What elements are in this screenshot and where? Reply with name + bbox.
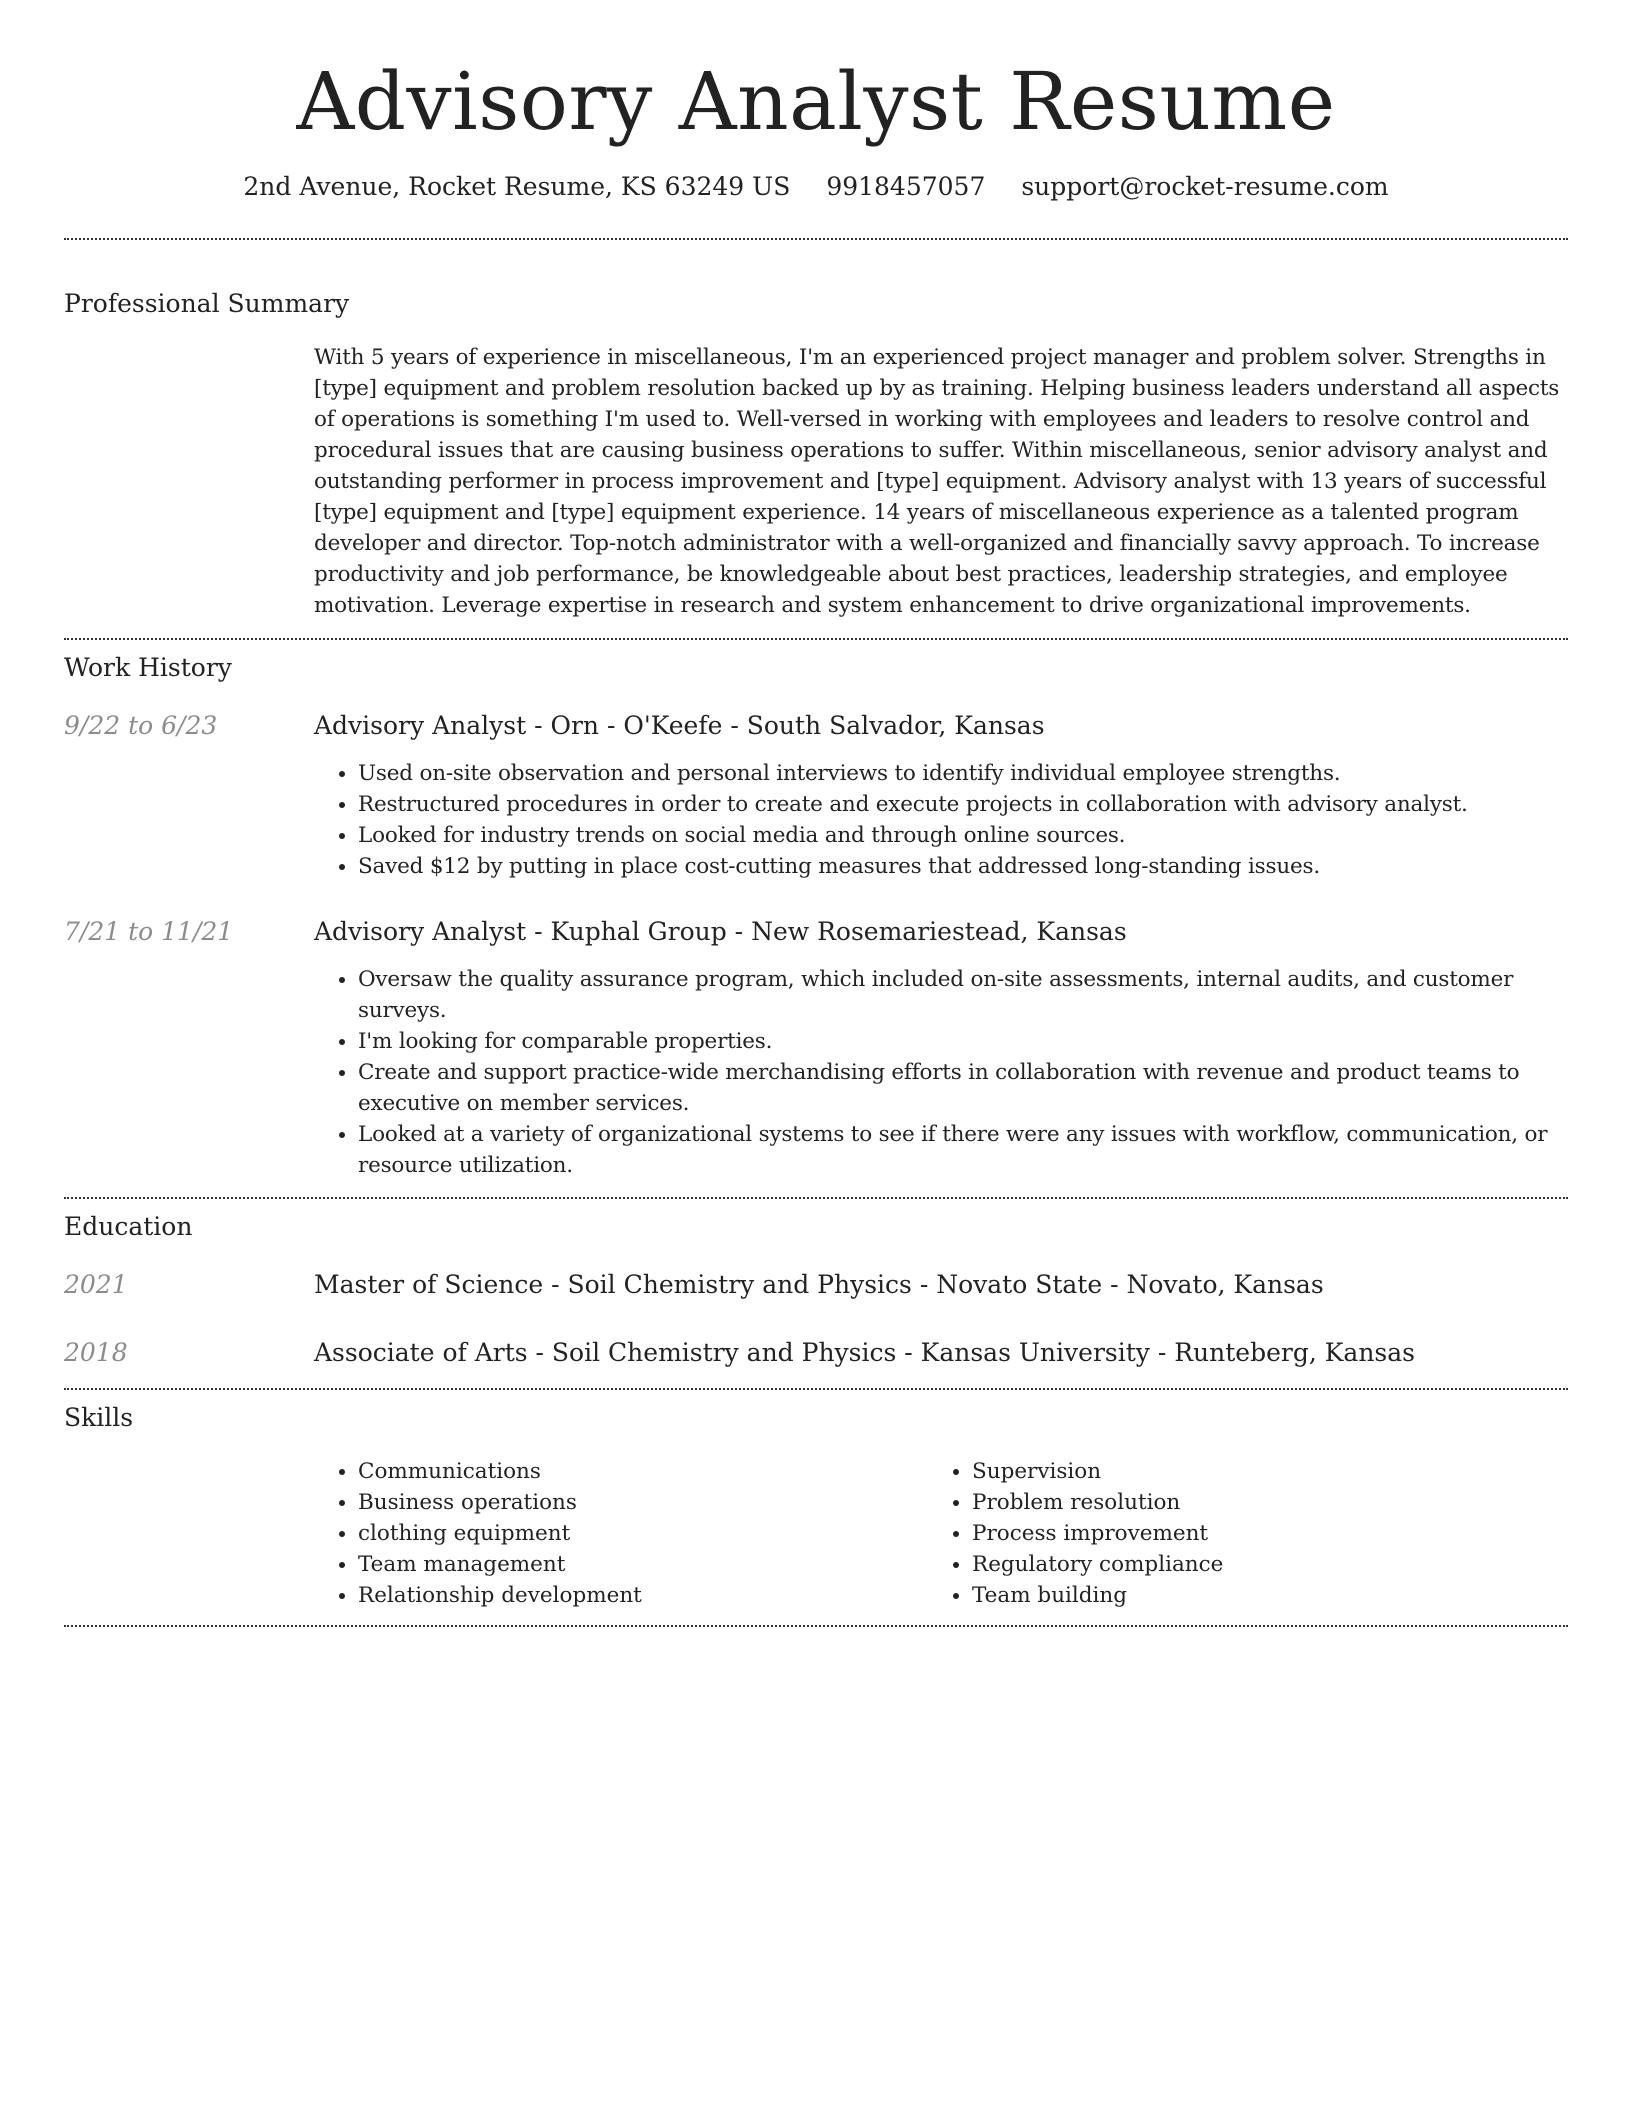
job-bullets [314,964,1568,1181]
work-heading: Work History [64,653,232,682]
education-year: 2021 [64,1270,128,1299]
list-item: • Saved $12 by putting in place cost-cutting measures that addressed long-standing issues. [358,851,1568,882]
contact-address: 2nd Avenue, Rocket Resume, KS 63249 US [243,172,791,201]
education-entry [64,1269,1568,1301]
skill-item: • Process improvement [972,1518,1542,1549]
job-bullets [314,758,1568,882]
education-section [64,1199,1568,1369]
list-item: • Create and support practice-wide merchandising efforts in collaboration with revenue and product teams to executive on member services. [358,1057,1568,1119]
summary-heading: Professional Summary [64,289,350,318]
skills-section [64,1390,1568,1611]
contact-line [64,170,1568,204]
list-item: • I'm looking for comparable properties. [358,1026,1568,1057]
skill-item: • Communications [358,1456,928,1487]
education-heading: Education [64,1212,193,1241]
education-year: 2018 [64,1338,128,1367]
skills-list-right [928,1456,1542,1611]
education-entry [64,1337,1568,1369]
contact-phone: 9918457057 [826,172,986,201]
list-item: • Looked for industry trends on social media and through online sources. [358,820,1568,851]
job-dates: 7/21 to 11/21 [64,917,234,946]
job-entry [64,710,1568,882]
list-item: • Oversaw the quality assurance program, which included on-site assessments, internal audits, and customer surveys. [358,964,1568,1026]
skill-item: • clothing equipment [358,1518,928,1549]
skills-grid [314,1456,1568,1611]
job-entry [64,916,1568,1181]
job-dates: 9/22 to 6/23 [64,711,218,740]
summary-section [64,240,1568,621]
list-item: • Used on-site observation and personal interviews to identify individual employee strengths. [358,758,1568,789]
skills-list-left [314,1456,928,1611]
skill-item: • Team management [358,1549,928,1580]
skill-item: • Supervision [972,1456,1542,1487]
list-item: • Restructured procedures in order to create and execute projects in collaboration with advisory analyst. [358,789,1568,820]
resume-header [64,0,1568,204]
section-divider [64,1625,1568,1627]
education-title: Master of Science - Soil Chemistry and Physics - Novato State - Novato, Kansas [314,1270,1324,1299]
skill-item: • Business operations [358,1487,928,1518]
contact-email: support@rocket-resume.com [1021,172,1389,201]
skills-heading: Skills [64,1403,134,1432]
skill-item: • Regulatory compliance [972,1549,1542,1580]
job-title: Advisory Analyst - Orn - O'Keefe - South Salvador, Kansas [314,711,1045,740]
work-section [64,640,1568,1181]
list-item: • Looked at a variety of organizational systems to see if there were any issues with workflow, communication, or resource utilization. [358,1119,1568,1181]
summary-text: With 5 years of experience in miscellaneous, I'm an experienced project manager and problem solver. Strengths in [type] equipment and problem resolution backed up by as training. Helping business leaders understand all aspects of operations is something I'm used to. Well-versed in working with employees and leaders to resolve control and procedural issues that are causing business operations to suffer. Within miscellaneous, senior advisory analyst and outstanding performer in process improvement and [type] equipment. Advisory analyst with 13 years of successful [type] equipment and [type] equipment experience. 14 years of miscellaneous experience as a talented program developer and director. Top-notch administrator with a well-organized and financially savvy approach. To increase productivity and job performance, be knowledgeable about best practices, leadership strategies, and employee motivation. Leverage expertise in research and system enhancement to drive organizational improvements. [314,345,1560,618]
skill-item: • Relationship development [358,1580,928,1611]
job-title: Advisory Analyst - Kuphal Group - New Rosemariestead, Kansas [314,917,1127,946]
skill-item: • Team building [972,1580,1542,1611]
education-title: Associate of Arts - Soil Chemistry and Physics - Kansas University - Runteberg, Kansas [314,1338,1415,1367]
resume-title: Advisory Analyst Resume [296,55,1336,148]
skill-item: • Problem resolution [972,1487,1542,1518]
